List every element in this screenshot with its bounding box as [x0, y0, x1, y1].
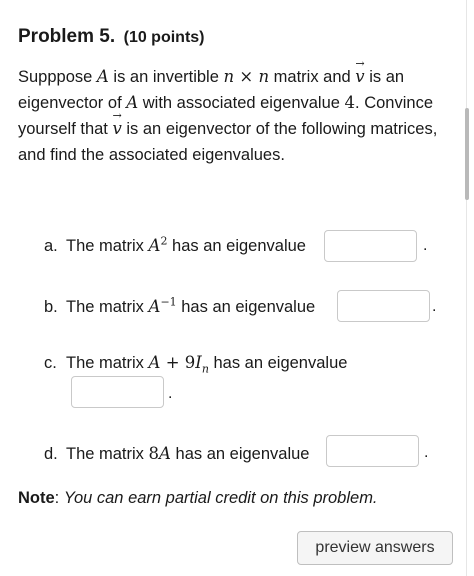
math-vector-v: → v: [355, 64, 364, 90]
math-times: ×: [234, 67, 259, 86]
note-label: Note: [18, 489, 55, 507]
math-eigenvalue: 4: [344, 93, 356, 112]
part-text: The matrix: [66, 237, 149, 255]
answer-input-c[interactable]: [71, 376, 164, 408]
preview-answers-button[interactable]: preview answers: [297, 531, 453, 565]
answer-input-a[interactable]: [324, 230, 417, 262]
period: .: [423, 237, 428, 254]
math-n: n: [223, 67, 235, 86]
part-c: [44, 353, 348, 376]
period: .: [168, 385, 173, 402]
statement-text: . Convince yourself that: [18, 94, 434, 138]
problem-title: Problem 5.: [18, 26, 116, 47]
part-label: b.: [44, 298, 58, 316]
problem-heading: [18, 26, 205, 48]
part-d: [44, 444, 309, 464]
part-text: has an eigenvalue: [176, 298, 316, 316]
math-A: A: [148, 297, 161, 316]
math-A: A: [159, 444, 171, 463]
statement-text: is an eigenvector of: [18, 68, 405, 112]
statement-text: is an invertible: [108, 68, 224, 86]
answer-input-b[interactable]: [337, 290, 430, 322]
period: .: [424, 444, 429, 461]
note-colon: :: [54, 489, 64, 507]
math-exponent: −1: [160, 295, 177, 309]
math-A: A: [126, 93, 139, 112]
part-text: The matrix: [66, 354, 149, 372]
part-b: [44, 297, 315, 317]
math-coefficient: 8: [148, 444, 160, 463]
math-A: A: [96, 67, 109, 86]
math-subscript: n: [201, 362, 209, 376]
problem-statement: [18, 64, 458, 168]
answer-input-d[interactable]: [326, 435, 419, 467]
part-text: The matrix: [66, 445, 149, 463]
period: .: [432, 298, 437, 315]
part-label: a.: [44, 237, 58, 255]
math-A: A: [148, 353, 161, 372]
part-text: has an eigenvalue: [208, 354, 348, 372]
math-plus-9: + 9: [160, 353, 196, 372]
math-n: n: [258, 67, 270, 86]
note-text: You can earn partial credit on this problem.: [63, 489, 378, 507]
part-label: c.: [44, 354, 57, 372]
part-text: has an eigenvalue: [170, 445, 310, 463]
statement-text: Supppose: [18, 68, 97, 86]
part-text: The matrix: [66, 298, 149, 316]
partial-credit-note: [18, 489, 378, 508]
math-vector-v: → v: [112, 116, 121, 142]
statement-text: is an eigenvector of the following matrices, and find the associated eigenvalues.: [18, 120, 438, 164]
statement-text: with associated eigenvalue: [138, 94, 345, 112]
statement-text: matrix and: [269, 68, 356, 86]
math-exponent: 2: [160, 234, 168, 248]
part-text: has an eigenvalue: [167, 237, 306, 255]
part-a: [44, 236, 306, 256]
math-identity: I: [195, 353, 202, 372]
scrollbar[interactable]: [465, 108, 469, 200]
problem-points: (10 points): [123, 29, 205, 46]
math-A: A: [148, 236, 161, 255]
part-label: d.: [44, 445, 58, 463]
